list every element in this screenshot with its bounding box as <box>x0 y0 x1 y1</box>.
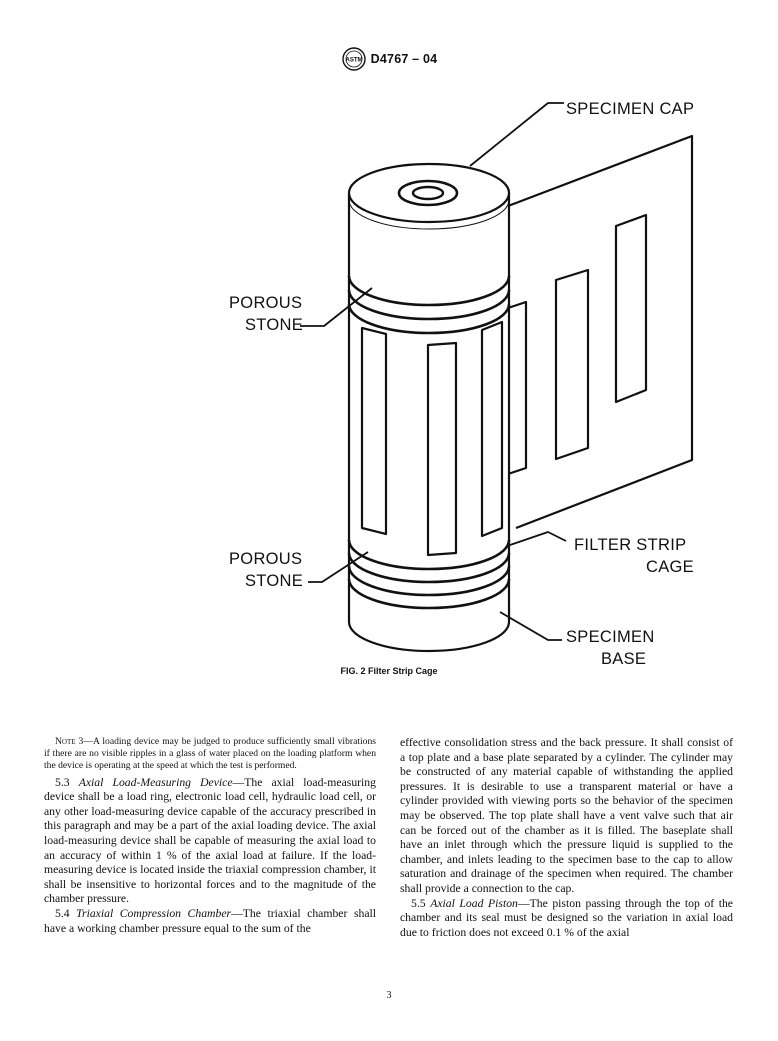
svg-text:ASTM: ASTM <box>345 57 363 64</box>
section-5-3: 5.3 Axial Load-Measuring Device—The axial load-measuring device shall be a load ring, electronic load cell, hydraulic load cell, or any other load-measuring device capable of the accuracy prescribed in this paragraph and may be a part of the axial loading device. The axial load-measuring device shall be capable of measuring the axial load to an accuracy of within 1 % of the axial load at failure. If the load-measuring device is located inside the triaxial compression chamber, it shall be insensitive to horizontal forces and to the magnitude of the chamber pressure. <box>44 775 376 906</box>
page-number: 3 <box>386 990 392 1001</box>
leader-filter-strip-cage <box>510 532 566 545</box>
text-column-left <box>44 736 376 936</box>
label-specimen-base-line1: SPECIMEN <box>566 628 655 646</box>
label-porous-stone-top-line2: STONE <box>245 316 304 334</box>
section-5-5: 5.5 Axial Load Piston—The piston passing through the top of the chamber and its seal must be designed so the variation in axial load due to friction does not exceed 0.1 % of the axial <box>400 896 733 939</box>
text-column-right <box>400 736 733 940</box>
label-filter-strip-cage-line1: FILTER STRIP <box>574 536 687 554</box>
label-porous-stone-top-line1: POROUS <box>229 294 303 312</box>
strip-window <box>616 215 646 402</box>
specimen-cap-top <box>349 164 509 222</box>
strip-window <box>556 270 588 459</box>
leader-specimen-cap <box>470 103 564 166</box>
label-filter-strip-cage-line2: CAGE <box>646 558 694 576</box>
label-specimen-base-line2: BASE <box>601 650 647 668</box>
standard-number: D4767 – 04 <box>370 52 438 66</box>
label-porous-stone-bottom-line1: POROUS <box>229 550 303 568</box>
filter-strip-sheet <box>508 136 692 528</box>
label-porous-stone-bottom-line2: STONE <box>245 572 304 590</box>
figure-caption: FIG. 2 Filter Strip Cage <box>340 666 438 676</box>
section-5-4-continued: effective consolidation stress and the back pressure. It shall consist of a top plate and a base plate separated by a cylinder. The cylinder may be constructed of any material capable of withstanding the applied pressures. It is desirable to use a transparent material or have a cylinder provided with viewing ports so the behavior of the specimen may be observed. The top plate shall have a vent valve such that air can be forced out of the chamber as it is filled. The baseplate shall have an inlet through which the pressure liquid is supplied to the chamber, and inlets leading to the specimen base to the cap to allow saturation and drainage of the specimen when required. The chamber shall provide a connection to the cap. <box>400 736 733 895</box>
note-3: Note 3—A loading device may be judged to produce sufficiently small vibrations if there are no visible ripples in a glass of water placed on the loading platform when the device is operating at the speed at which the test is performed. <box>44 736 376 772</box>
section-5-4: 5.4 Triaxial Compression Chamber—The triaxial chamber shall have a working chamber pressure equal to the sum of the <box>44 906 377 935</box>
label-specimen-cap: SPECIMEN CAP <box>566 100 695 118</box>
